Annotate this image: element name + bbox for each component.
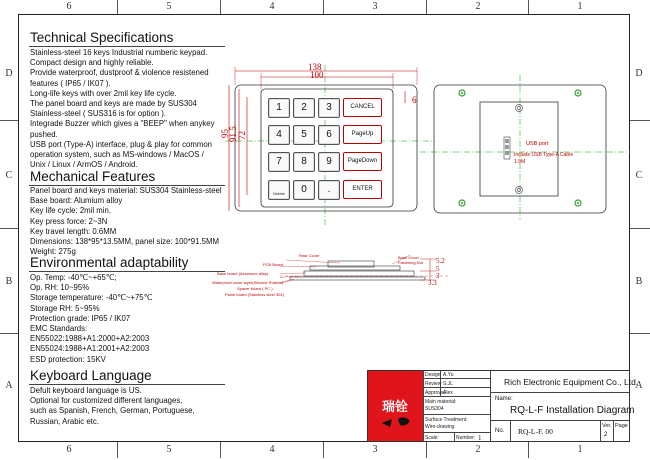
tb-surface-label: Surface Treatment: bbox=[425, 417, 468, 423]
mech-line: Key life cycle: 2mil min. bbox=[30, 206, 112, 216]
key-dot: . bbox=[318, 180, 340, 200]
zone-row-left-d: D bbox=[5, 68, 13, 79]
zone-col-bottom-6: 6 bbox=[66, 444, 72, 455]
dim-5: 5 bbox=[436, 265, 440, 273]
kbd-title-rule bbox=[29, 384, 225, 385]
env-line: Op. RH: 10~95% bbox=[30, 283, 90, 293]
env-line: EN55022:1988+A1:2000+A2:2003 bbox=[30, 334, 150, 344]
zone-col-bottom-1: 1 bbox=[577, 444, 583, 455]
dim-138: 138 bbox=[308, 62, 322, 72]
dim-5-2: 5.2 bbox=[436, 257, 445, 265]
side-waterproof: Waterproof cover layer(Silicone Rubber) bbox=[212, 280, 284, 285]
tb-design-label: Design bbox=[425, 372, 441, 378]
svg-text:瑞铨: 瑞铨 bbox=[381, 400, 409, 415]
zone-tick bbox=[0, 120, 18, 121]
env-title-rule bbox=[29, 271, 225, 272]
zone-col-top-1: 1 bbox=[577, 1, 583, 12]
env-line: Storage temperature: -40℃~+75℃ bbox=[30, 293, 153, 303]
tb-name-label: Name: bbox=[495, 396, 513, 402]
kbd-title: Keyboard Language bbox=[30, 368, 152, 383]
mech-lines bbox=[30, 186, 222, 257]
dim-100: 100 bbox=[310, 70, 324, 80]
zone-col-bottom-2: 2 bbox=[475, 444, 481, 455]
dim-95: 95 bbox=[220, 129, 230, 138]
tech-title-rule bbox=[29, 46, 225, 47]
zone-tick bbox=[0, 228, 18, 229]
tech-line: Compact design and highly reliable. bbox=[30, 58, 154, 68]
key-delete: Delete bbox=[268, 180, 290, 200]
tech-line: Long-life keys with over 2mil key life cycle. bbox=[30, 88, 177, 98]
logo-mark bbox=[368, 371, 423, 441]
kbd-line: such as Spanish, French, German, Portuguese, bbox=[30, 406, 195, 416]
tech-line: pushed. bbox=[30, 129, 58, 139]
zone-col-top-6: 6 bbox=[66, 1, 72, 12]
tech-line: Stainless-steel 16 keys Industrial numberic keypad. bbox=[30, 48, 208, 57]
tb-material-label: Main material: bbox=[425, 399, 457, 405]
tb-ver-label: Ver. bbox=[602, 423, 612, 429]
tb-approval-value: Alex bbox=[443, 390, 453, 396]
zone-tick bbox=[630, 333, 650, 334]
company-name: Rich Electronic Equipment Co., Ltd. bbox=[504, 377, 639, 387]
tb-number-value: 1 bbox=[478, 434, 482, 442]
tb-page-label: Page bbox=[615, 423, 628, 429]
env-lines bbox=[30, 273, 152, 365]
side-view-drawing bbox=[280, 255, 450, 295]
zone-tick bbox=[323, 0, 324, 14]
side-fastening-nut: Fastening Nut bbox=[398, 260, 423, 265]
zone-col-bottom-5: 5 bbox=[166, 444, 172, 455]
env-line: ESD protection: 15KV bbox=[30, 354, 106, 364]
key-1: 1 bbox=[268, 98, 290, 118]
zone-col-bottom-4: 4 bbox=[269, 444, 275, 455]
tech-line: USB port (Type-A) interface, plug & play for common bbox=[30, 139, 213, 149]
zone-tick bbox=[528, 0, 529, 14]
mech-line: Panel board and keys material: SUS304 Stainless-steel bbox=[30, 186, 222, 195]
mech-line: Key press force: 2~3N bbox=[30, 216, 108, 226]
rear-view-drawing bbox=[420, 75, 630, 220]
mech-title: Mechanical Features bbox=[30, 169, 156, 184]
zone-tick bbox=[630, 120, 650, 121]
tech-line: features ( IP65 / IK07 ). bbox=[30, 78, 111, 88]
tech-line: The panel board and keys are made by SUS304 bbox=[30, 99, 197, 109]
mech-line: Key travel length: 0.6MM bbox=[30, 226, 117, 236]
tech-line: Stainless-steel ( SUS316 is for option ). bbox=[30, 109, 167, 119]
tb-no-value: RQ-L-F. 00 bbox=[518, 427, 553, 436]
zone-tick bbox=[528, 442, 529, 458]
side-spacer: Spacer board ( PC ) bbox=[237, 286, 273, 291]
tb-no-label: No. bbox=[495, 428, 505, 434]
zone-col-bottom-3: 3 bbox=[372, 444, 378, 455]
kbd-line: Russian, Arabic etc. bbox=[30, 416, 99, 426]
tb-divider bbox=[490, 370, 491, 442]
tb-divider bbox=[613, 420, 614, 442]
key-9: 9 bbox=[318, 152, 340, 172]
usb-cable-label: Include USB Type-A Cable bbox=[514, 152, 574, 158]
side-base-board: Base board (Aluminum alloy) bbox=[217, 271, 269, 276]
zone-tick bbox=[426, 0, 427, 14]
zone-tick bbox=[117, 0, 118, 14]
tech-title: Technical Specifications bbox=[30, 30, 174, 45]
tb-rule bbox=[423, 432, 490, 433]
mech-line: Base board: Alumium alloy bbox=[30, 196, 123, 206]
side-rear-cover: Rear Cover bbox=[299, 253, 320, 258]
mech-line: Weight: 275g bbox=[30, 247, 76, 257]
zone-tick bbox=[117, 442, 118, 458]
key-6: 6 bbox=[318, 125, 340, 145]
zone-tick bbox=[220, 0, 221, 14]
zone-row-right-a: A bbox=[635, 380, 643, 391]
tb-review-label: Review bbox=[425, 381, 442, 387]
tb-rule bbox=[490, 420, 630, 421]
key-cancel: CANCEL bbox=[343, 98, 382, 117]
zone-tick bbox=[220, 442, 221, 458]
zone-row-right-b: B bbox=[635, 276, 643, 287]
zone-col-top-2: 2 bbox=[475, 1, 481, 12]
key-enter: ENTER bbox=[343, 180, 382, 199]
tech-lines bbox=[30, 48, 215, 170]
key-pagedown: PageDown bbox=[343, 152, 382, 171]
zone-tick bbox=[426, 442, 427, 458]
usb-cable-length: 1.9M bbox=[514, 159, 526, 165]
key-2: 2 bbox=[293, 98, 315, 118]
key-3: 3 bbox=[318, 98, 340, 118]
dim-3-3: 3.3 bbox=[428, 279, 437, 287]
tb-ver-value: 2 bbox=[604, 432, 608, 438]
tech-line: Unix / Linux / ArmOS / Android. bbox=[30, 160, 138, 170]
env-line: Protection grade: IP65 / IK07 bbox=[30, 313, 131, 323]
side-base-cover: Base Cover bbox=[398, 255, 419, 260]
key-5: 5 bbox=[293, 125, 315, 145]
env-line: EN55024:1988+A1:2001+A2:2003 bbox=[30, 344, 150, 354]
kbd-line: Optional for customized different languages, bbox=[30, 396, 183, 406]
tb-divider bbox=[600, 420, 601, 442]
tb-material-value: SUS304 bbox=[425, 406, 444, 412]
zone-tick bbox=[0, 333, 18, 334]
zone-row-left-b: B bbox=[5, 276, 13, 287]
zone-row-left-c: C bbox=[5, 170, 13, 181]
zone-col-top-5: 5 bbox=[166, 1, 172, 12]
tb-rule bbox=[423, 396, 490, 397]
tech-line: Provide waterproof, dustproof & violence resistened bbox=[30, 68, 209, 78]
kbd-lines bbox=[30, 386, 195, 427]
env-line: Storage RH: 5~95% bbox=[30, 303, 100, 313]
tb-approval-label: Approval bbox=[425, 390, 445, 396]
env-title: Environmental adaptability bbox=[30, 255, 189, 270]
tb-number-label: Number: bbox=[456, 435, 476, 441]
key-8: 8 bbox=[293, 152, 315, 172]
tb-rule bbox=[423, 414, 490, 415]
zone-col-top-4: 4 bbox=[269, 1, 275, 12]
kbd-line: Defult keyboard language is US. bbox=[30, 386, 142, 395]
tb-rule bbox=[423, 387, 490, 388]
side-pcb-board: PCB Board bbox=[263, 262, 284, 267]
tb-rule bbox=[423, 378, 490, 379]
tb-scale-label: Scale: bbox=[425, 435, 439, 441]
zone-row-right-c: C bbox=[635, 170, 643, 181]
side-panel-board: Panel board (Stainless steel 304) bbox=[225, 292, 284, 297]
key-0: 0 bbox=[293, 180, 315, 200]
company-logo bbox=[368, 371, 423, 441]
tb-surface-value: Wire-drawing bbox=[425, 424, 455, 430]
env-line: Op. Temp: -40℃~+65℃; bbox=[30, 273, 117, 282]
zone-tick bbox=[323, 442, 324, 458]
dim-91-5: 91.5 bbox=[228, 126, 238, 142]
tb-divider bbox=[510, 420, 511, 442]
zone-row-left-a: A bbox=[5, 380, 13, 391]
drawing-name: RQ-L-F Installation Diagram bbox=[510, 405, 635, 416]
usb-port-label: USB port bbox=[526, 141, 549, 147]
dim-3: 3 bbox=[436, 272, 440, 280]
zone-row-right-d: D bbox=[635, 68, 643, 79]
env-line: EMC Standards: bbox=[30, 324, 88, 334]
tb-divider bbox=[454, 432, 455, 442]
tech-line: operation system, such as MS-windows / MacOS / bbox=[30, 150, 204, 160]
tb-rule bbox=[490, 392, 630, 393]
mech-line: Dimensions: 138*95*13.5MM, panel size: 100*91.5MM bbox=[30, 237, 219, 247]
zone-tick bbox=[630, 228, 650, 229]
key-4: 4 bbox=[268, 125, 290, 145]
tech-line: Integrade Buzzer which gives a "BEEP" when anykey bbox=[30, 119, 215, 129]
zone-col-top-3: 3 bbox=[372, 1, 378, 12]
dim-6: 6 bbox=[412, 95, 417, 105]
tb-review-value: S.JL bbox=[443, 381, 454, 387]
key-pageup: PageUp bbox=[343, 125, 382, 144]
tb-design-value: A.Yu bbox=[443, 372, 454, 378]
dim-72: 72 bbox=[237, 131, 247, 140]
key-7: 7 bbox=[268, 152, 290, 172]
